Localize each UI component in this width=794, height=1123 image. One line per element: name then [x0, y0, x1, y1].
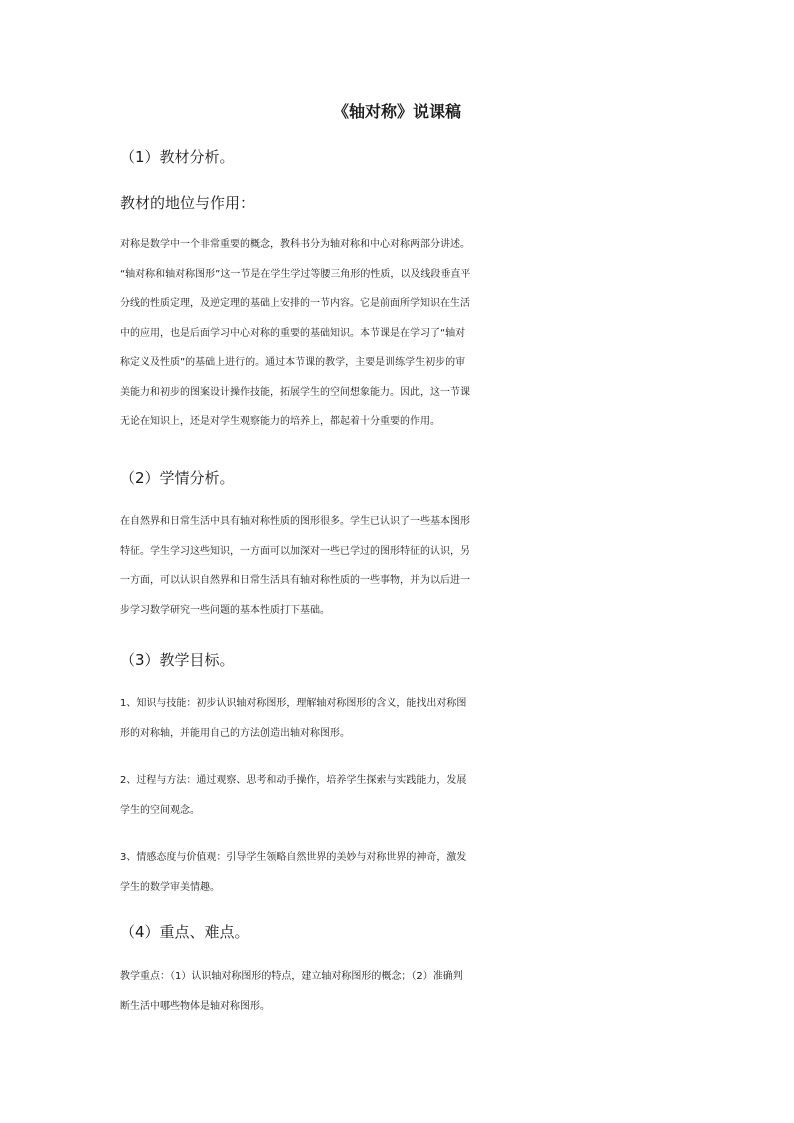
paragraph-line: 中的应用，也是后面学习中心对称的重要的基础知识。本节课是在学习了“轴对 — [120, 327, 466, 339]
paragraph-textbook-role — [120, 230, 680, 437]
section-subheading-role: 教材的地位与作用： — [120, 194, 256, 212]
paragraph-line: 特征。学生学习这些知识，一方面可以加深对一些已学过的图形特征的认识，另 — [120, 545, 470, 557]
paragraph-line: 学生的数学审美情趣。 — [120, 881, 220, 893]
paragraph-line: 断生活中哪些物体是轴对称图形。 — [120, 1000, 270, 1012]
paragraph-line: 学生的空间观念。 — [120, 804, 200, 816]
paragraph-line: 1、知识与技能：初步认识轴对称图形，理解轴对称图形的含义，能找出对称图 — [120, 698, 467, 709]
section-heading-textbook-analysis: （1）教材分析。 — [120, 148, 235, 166]
paragraph-student-analysis — [120, 507, 680, 625]
section-heading-key-points: （4）重点、难点。 — [120, 923, 250, 941]
section-heading-student-analysis: （2）学情分析。 — [120, 469, 235, 487]
document-title: 《轴对称》说课稿 — [332, 102, 461, 121]
paragraph-line: 一方面，可以认识自然界和日常生活具有轴对称性质的一些事物，并为以后进一 — [120, 575, 470, 586]
section-heading-teaching-goals: （3）教学目标。 — [120, 651, 235, 669]
paragraph-line: 称定义及性质”的基础上进行的。通过本节课的教学，主要是训练学生初步的审 — [120, 357, 466, 368]
paragraph-goal-process — [120, 766, 680, 825]
paragraph-line: 对称是数学中一个非常重要的概念，教科书分为轴对称和中心对称两部分讲述。 — [120, 239, 470, 250]
paragraph-line: 教学重点：（1）认识轴对称图形的特点，建立轴对称图形的概念；（2）准确判 — [120, 971, 463, 982]
paragraph-line: 分线的性质定理，及逆定理的基础上安排的一节内容。它是前面所学知识在生活 — [120, 298, 470, 309]
paragraph-line: 2、过程与方法：通过观察、思考和动手操作，培养学生探索与实践能力，发展 — [120, 775, 467, 786]
paragraph-goal-knowledge — [120, 689, 680, 748]
paragraph-line: 步学习数学研究一些问题的基本性质打下基础。 — [120, 604, 330, 616]
paragraph-line: 美能力和初步的图案设计操作技能，拓展学生的空间想象能力。因此，这一节课 — [120, 386, 470, 398]
paragraph-key-points — [120, 962, 680, 1021]
paragraph-goal-attitude — [120, 843, 680, 902]
paragraph-line: 无论在知识上，还是对学生观察能力的培养上，都起着十分重要的作用。 — [120, 416, 440, 427]
paragraph-line: 3、情感态度与价值观：引导学生领略自然世界的美妙与对称世界的神奇，激发 — [120, 852, 467, 863]
paragraph-line: 在自然界和日常生活中具有轴对称性质的图形很多。学生已认识了一些基本图形 — [120, 516, 470, 527]
paragraph-line: “轴对称和轴对称图形”这一节是在学生学过等腰三角形的性质，以及线段垂直平 — [120, 268, 471, 280]
paragraph-line: 形的对称轴，并能用自己的方法创造出轴对称图形。 — [120, 727, 350, 739]
